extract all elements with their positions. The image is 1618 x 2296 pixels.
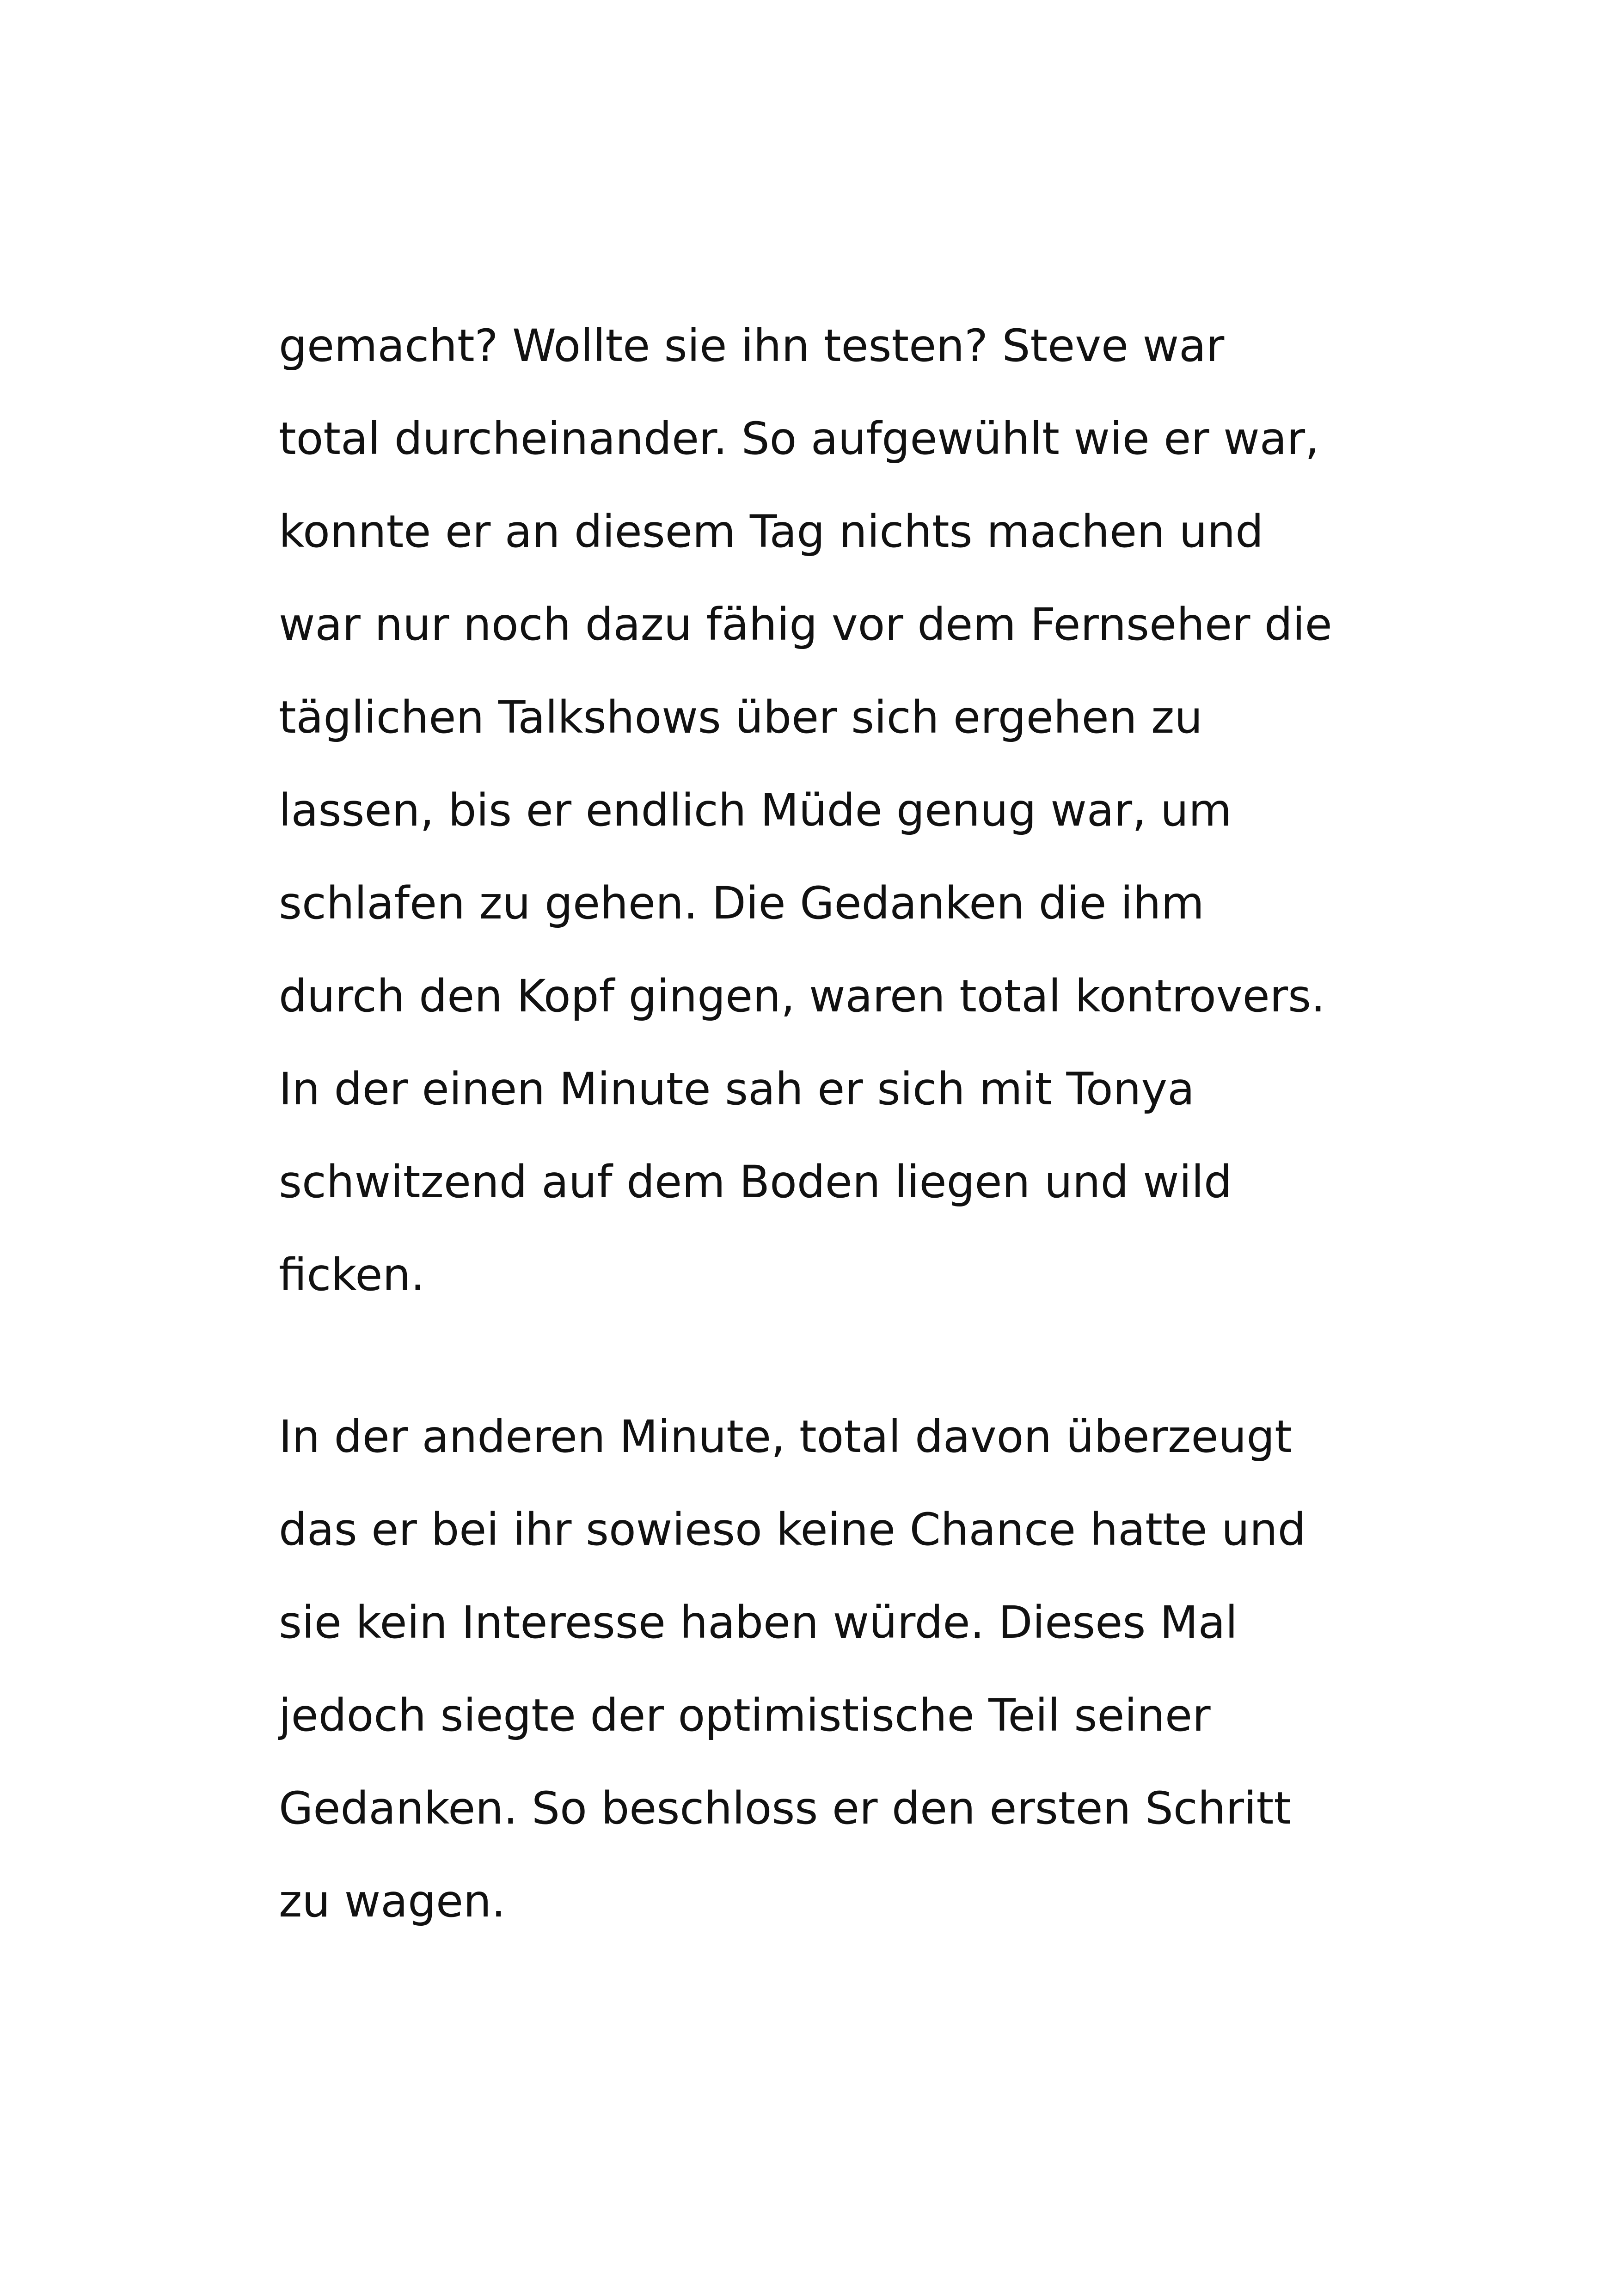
text-line: zu wagen. [279,1875,506,1927]
text-line: gemacht? Wollte sie ihn testen? Steve war [279,320,1225,372]
text-line: das er bei ihr sowieso keine Chance hatte und [279,1504,1306,1555]
text-line: In der einen Minute sah er sich mit Tonya [279,1063,1195,1115]
text-line: total durcheinander. So aufgewühlt wie er war, [279,413,1319,465]
text-line: täglichen Talkshows über sich ergehen zu [279,692,1203,743]
text-line: lassen, bis er endlich Müde genug war, um [279,784,1232,836]
text-line: schlafen zu gehen. Die Gedanken die ihm [279,877,1204,929]
text-line: schwitzend auf dem Boden liegen und wild [279,1156,1232,1208]
text-line: jedoch siegte der optimistische Teil seiner [279,1690,1211,1741]
text-line: ficken. [279,1249,425,1301]
text-line: In der anderen Minute, total davon überzeugt [279,1411,1292,1463]
text-line: durch den Kopf gingen, waren total kontrovers. [279,970,1325,1022]
text-line: war nur noch dazu fähig vor dem Fernseher die [279,599,1332,650]
text-line: sie kein Interesse haben würde. Dieses Mal [279,1597,1238,1648]
text-line: konnte er an diesem Tag nichts machen und [279,506,1264,557]
text-line: Gedanken. So beschloss er den ersten Schritt [279,1782,1291,1834]
